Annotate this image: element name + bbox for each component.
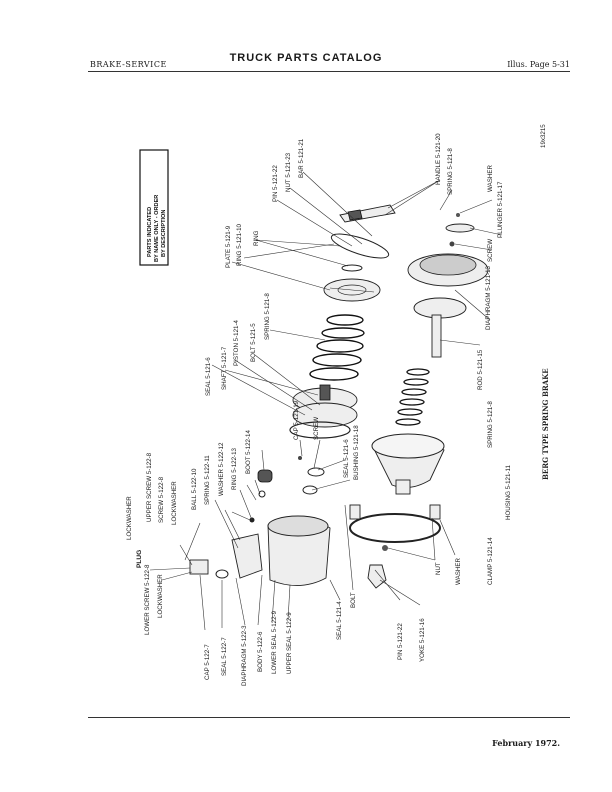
label-seal-121-6: SEAL 5-121-6 <box>205 357 212 396</box>
footer-rule <box>88 717 570 718</box>
plate-drawing <box>324 279 380 301</box>
clamp-drawing <box>350 505 440 551</box>
label-ball: BALL 5-122-10 <box>191 468 198 510</box>
note-box <box>140 150 168 265</box>
label-plug: PLUG <box>136 549 143 568</box>
label-washer-122-12: WASHER 5-122-12 <box>218 442 225 496</box>
label-pin-121-22-top: PIN 5-121-22 <box>272 165 279 202</box>
label-seal-122-7: SEAL 5-122-7 <box>221 637 228 676</box>
label-upper-seal: UPPER SEAL 5-122-9 <box>286 612 293 674</box>
small-ring-drawing <box>342 265 362 271</box>
label-diaphragm-121-13: DIAPHRAGM 5-121-13 <box>485 266 492 330</box>
handle-drawing <box>340 205 395 222</box>
label-plunger: PLUNGER 5-121-17 <box>497 181 504 238</box>
note-line-1: PARTS INDICATED <box>147 206 153 257</box>
label-ring-121-10: RING 5-121-10 <box>236 224 243 266</box>
piston-spring-drawing <box>310 315 364 380</box>
label-rod: ROD 5-121-15 <box>477 349 484 390</box>
housing-drawing <box>372 434 444 494</box>
label-handle: HANDLE 5-121-20 <box>435 133 442 185</box>
label-bolt: BOLT <box>350 592 357 608</box>
label-seal-121-6b: SEAL 5-121-6 <box>343 439 350 478</box>
label-plate: PLATE 5-121-9 <box>225 225 232 268</box>
rod-spring-drawing <box>396 369 429 425</box>
label-lower-seal: LOWER SEAL 5-122-9 <box>271 610 278 674</box>
label-screw-122-8: SCREW 5-122-8 <box>158 476 165 523</box>
note-line-2: BY NAME ONLY - ORDER <box>154 194 160 262</box>
label-nut: NUT <box>435 562 442 575</box>
label-boot: BOOT 5-122-14 <box>245 430 252 474</box>
screw-drawing <box>450 242 455 247</box>
label-yoke: YOKE 5-121-16 <box>419 618 426 662</box>
yoke-drawing <box>368 565 386 588</box>
label-lockwasher-top: LOCKWASHER <box>126 496 133 540</box>
figure-number: 19x3215 <box>540 124 547 148</box>
label-spring-121-8-mid: SPRING 5-121-8 <box>487 401 494 448</box>
label-spring-121-8-right: SPRING 5-121-8 <box>447 148 454 195</box>
label-lockwasher-mid: LOCKWASHER <box>171 481 178 525</box>
rod-drawing <box>414 298 466 357</box>
label-nut-121-23: NUT 5-121-23 <box>285 152 292 192</box>
label-housing: HOUSING 5-121-11 <box>505 465 512 520</box>
label-shaft: SHAFT 5-121-7 <box>221 346 228 390</box>
page-number: Illus. Page 5-31 <box>507 60 570 69</box>
label-spring-121-8-top: SPRING 5-121-8 <box>264 293 271 340</box>
label-bushing: BUSHING 5-121-18 <box>353 425 360 480</box>
footer-date: February 1972. <box>492 738 560 748</box>
boot-drawing <box>258 470 272 482</box>
label-piston: PISTON 5-121-4 <box>233 320 240 366</box>
seal-small-drawing <box>308 468 324 476</box>
label-upper-screw: UPPER SCREW 5-122-8 <box>146 452 153 522</box>
label-spring-122-11: SPRING 5-122-11 <box>204 455 211 505</box>
label-ring-122-13: RING 5-122-13 <box>231 448 238 490</box>
label-screw-right: SCREW <box>487 238 494 262</box>
body-drawing <box>268 516 330 586</box>
label-lower-screw: LOWER SCREW 5-122-8 <box>144 564 151 635</box>
label-cap-122-7: CAP 5-122-7 <box>204 644 211 680</box>
figure-caption: BERG TYPE SPRING BRAKE <box>541 368 550 480</box>
plunger-drawing <box>446 224 474 232</box>
cap-drawing <box>298 456 302 460</box>
label-body: BODY 5-122-6 <box>257 631 264 672</box>
label-seal-121-4: SEAL 5-121-4 <box>336 601 343 640</box>
label-pin-121-22-low: PIN 5-121-22 <box>397 623 404 660</box>
bushing-drawing <box>303 486 317 494</box>
note-line-3: BY DESCRIPTION <box>161 209 167 257</box>
label-ring: RING <box>253 230 260 246</box>
section-heading: BRAKE-SERVICE <box>90 60 167 69</box>
label-washer-low: WASHER <box>455 558 462 585</box>
label-washer-right: WASHER <box>487 165 494 192</box>
label-bolt-121-5: BOLT 5-121-5 <box>250 323 257 362</box>
label-clamp: CLAMP 5-121-14 <box>487 537 494 585</box>
label-screw-mid: SCREW <box>313 416 320 440</box>
diaphragm-drawing <box>408 254 488 286</box>
washer-drawing <box>456 213 460 217</box>
label-diaphragm-122-3: DIAPHRAGM 5-122-3 <box>241 625 248 686</box>
valve-body-drawing <box>190 534 262 578</box>
page-title: TRUCK PARTS CATALOG <box>229 52 383 64</box>
label-lockwasher-low: LOCKWASHER <box>157 574 164 618</box>
label-bar: BAR 5-121-21 <box>298 138 305 178</box>
label-cap-121-19: CAP 5-121-19 <box>293 400 300 440</box>
